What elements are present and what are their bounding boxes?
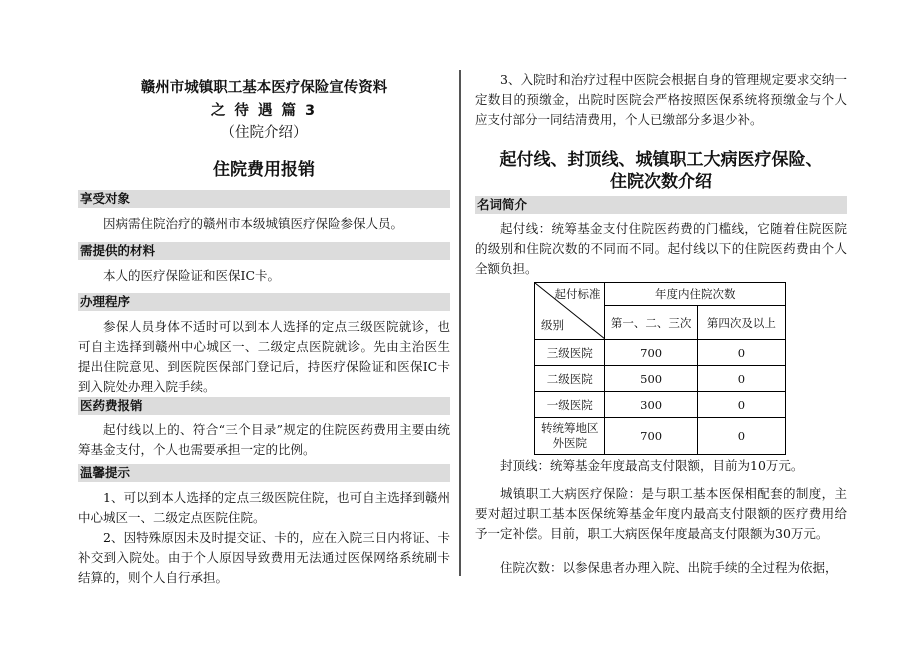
- col-header-2: 第四次及以上: [697, 306, 785, 340]
- table-corner-cell: [535, 283, 605, 340]
- corner-bottom-label: 级别: [541, 318, 564, 332]
- section-heading-materials: 需提供的材料: [78, 242, 450, 260]
- major-illness-insurance-definition: 城镇职工大病医疗保险：是与职工基本医保相配套的制度，主要对超过职工基本医保统筹基金年度内最高支付限额的医疗费用给予一定补偿。目前，职工大病医保年度最高支付限额为30万元。: [475, 486, 847, 541]
- row-value-1: 700: [605, 340, 697, 366]
- row-value-1: 300: [605, 392, 697, 418]
- right-heading-line2: 住院次数介绍: [610, 172, 712, 192]
- table-row: [535, 392, 786, 418]
- doc-title-line3: （住院介绍）: [220, 125, 308, 141]
- row-value-1: 700: [605, 418, 697, 455]
- row-value-2: 0: [697, 418, 785, 455]
- section-text-tip-2: 2、因特殊原因未及时提交证、卡的，应在入院三日内将证、卡补交到入院处。由于个人原因导致费用无法通过医保网络系统刷卡结算的，则个人自行承担。: [78, 530, 450, 585]
- corner-top-label: 起付标准: [554, 287, 601, 301]
- section-heading-recipients: 享受对象: [78, 190, 450, 208]
- section-text-reimbursement: 起付线以上的、符合“三个目录”规定的住院医药费用主要由统筹基金支付，个人也需要承担一定的比例。: [78, 422, 450, 457]
- section-heading-procedure: 办理程序: [78, 293, 450, 311]
- section-text-procedure: 参保人员身体不适时可以到本人选择的定点三级医院就诊，也可自主选择到赣州中心城区一、二级定点医院就诊。先由主治医生提出住院意见、到医院医保部门登记后，持医疗保险证和医保IC卡到入院处办理入院手续。: [78, 319, 450, 394]
- tip-3-text: 3、入院时和治疗过程中医院会根据自身的管理规定要求交纳一定数目的预缴金，出院时医院会严格按照医保系统将预缴金与个人应支付部分一同结清费用，个人已缴部分多退少补。: [475, 72, 847, 127]
- table-row: [535, 366, 786, 392]
- right-heading-line1: 起付线、封顶线、城镇职工大病医疗保险、: [499, 150, 823, 170]
- doc-title-line1: 赣州市城镇职工基本医疗保险宣传资料: [140, 80, 388, 96]
- deductible-definition: 起付线：统筹基金支付住院医药费的门槛线，它随着住院医院的级别和住院次数的不同而不同。起付线以下的住院医药费由个人全额负担。: [475, 221, 847, 276]
- section-text-recipients: 因病需住院治疗的赣州市本级城镇医疗保险参保人员。: [103, 216, 404, 231]
- admission-count-definition: 住院次数：以参保患者办理入院、出院手续的全过程为依据，: [500, 560, 838, 575]
- cap-definition: 封顶线：统筹基金年度最高支付限额，目前为10万元。: [500, 458, 804, 473]
- row-label: 二级医院: [535, 366, 605, 392]
- row-value-2: 0: [697, 340, 785, 366]
- row-value-2: 0: [697, 392, 785, 418]
- main-heading: 住院费用报销: [213, 160, 315, 180]
- column-divider: [459, 70, 461, 576]
- row-label: 一级医院: [535, 392, 605, 418]
- section-text-materials: 本人的医疗保险证和医保IC卡。: [103, 268, 281, 283]
- group-header: 年度内住院次数: [605, 283, 786, 306]
- section-heading-tips: 温馨提示: [78, 464, 450, 482]
- row-label: 三级医院: [535, 340, 605, 366]
- row-label: 转统筹地区外医院: [535, 418, 605, 455]
- doc-title-line2: 之 待 遇 篇 3: [210, 103, 318, 119]
- deductible-table: [534, 282, 786, 455]
- section-heading-terms: 名词简介: [475, 196, 847, 214]
- row-value-2: 0: [697, 366, 785, 392]
- section-heading-reimbursement: 医药费报销: [78, 397, 450, 415]
- table-row: [535, 340, 786, 366]
- row-value-1: 500: [605, 366, 697, 392]
- section-text-tip-1: 1、可以到本人选择的定点三级医院住院，也可自主选择到赣州中心城区一、二级定点医院住院。: [78, 490, 450, 525]
- col-header-1: 第一、二、三次: [605, 306, 697, 340]
- table-row: [535, 418, 786, 455]
